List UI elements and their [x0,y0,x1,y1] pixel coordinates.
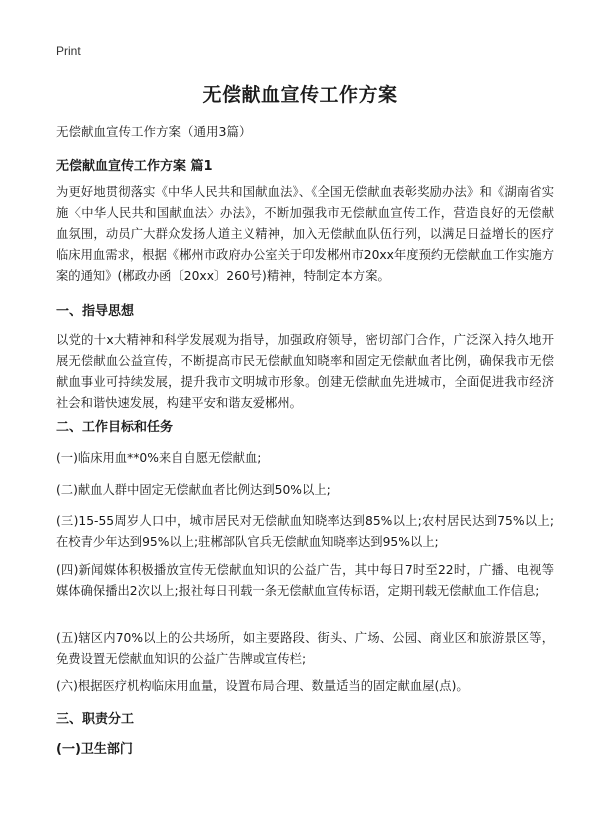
goal-item-4: (四)新闻媒体积极播放宣传无偿献血知识的公益广告，其中每日7时至22时，广播、电视等媒体确保播出2次以上;报社每日刊载一条无偿献血宣传标语，定期刊载无偿献血工作信息; [56,563,554,598]
goal-item-2: (二)献血人群中固定无偿献血者比例达到50%以上; [56,483,331,497]
intro-paragraph: 为更好地贯彻落实《中华人民共和国献血法》、《全国无偿献血表彰奖励办法》和《湖南省实施〈中华人民共和国献血法〉办法》，不断加强我市无偿献血宣传工作，营造良好的无偿献血氛围，动员广大群众发扬人道主义精神，加入无偿献血队伍行列，以满足日益增长的医疗临床用血需求，根据《郴州市政府办公室关于印发郴州市20xx年度预约无偿献血工作实施方案的通知》(郴政办函〔20xx〕260号)精神，特制定本方案。 [56,185,554,283]
section-heading-goals-tasks: 二、工作目标和任务 [56,420,174,435]
section-heading-responsibilities: 三、职责分工 [56,712,135,727]
goal-item-5: (五)辖区内70%以上的公共场所，如主要路段、街头、广场、公园、商业区和旅游景区等，免费设置无偿献血知识的公益广告牌或宣传栏; [56,631,554,666]
sub-heading-health-department: (一)卫生部门 [56,742,133,757]
section-heading-guiding-ideology: 一、指导思想 [56,304,135,319]
print-label: Print [56,44,81,58]
goal-item-3: (三)15-55周岁人口中，城市居民对无偿献血知晓率达到85%以上;农村居民达到75%以上;在校青少年达到95%以上;驻郴部队官兵无偿献血知晓率达到95%以上; [56,514,554,549]
guiding-ideology-paragraph: 以党的十x大精神和科学发展观为指导，加强政府领导，密切部门合作，广泛深入持久地开展无偿献血公益宣传，不断提高市民无偿献血知晓率和固定无偿献血者比例，确保我市无偿献血事业可持续发展，提升我市文明城市形象。创建无偿献血先进城市，全面促进我市经济社会和谐快速发展，构建平安和谐友爱郴州。 [56,333,554,410]
goal-item-6: (六)根据医疗机构临床用血量，设置布局合理、数量适当的固定献血屋(点)。 [56,679,469,693]
document-subtitle: 无偿献血宣传工作方案（通用3篇） [56,124,252,139]
chapter-heading: 无偿献血宣传工作方案 篇1 [56,159,213,174]
document-title: 无偿献血宣传工作方案 [202,84,398,106]
goal-item-1: (一)临床用血**0%来自自愿无偿献血; [56,451,262,465]
